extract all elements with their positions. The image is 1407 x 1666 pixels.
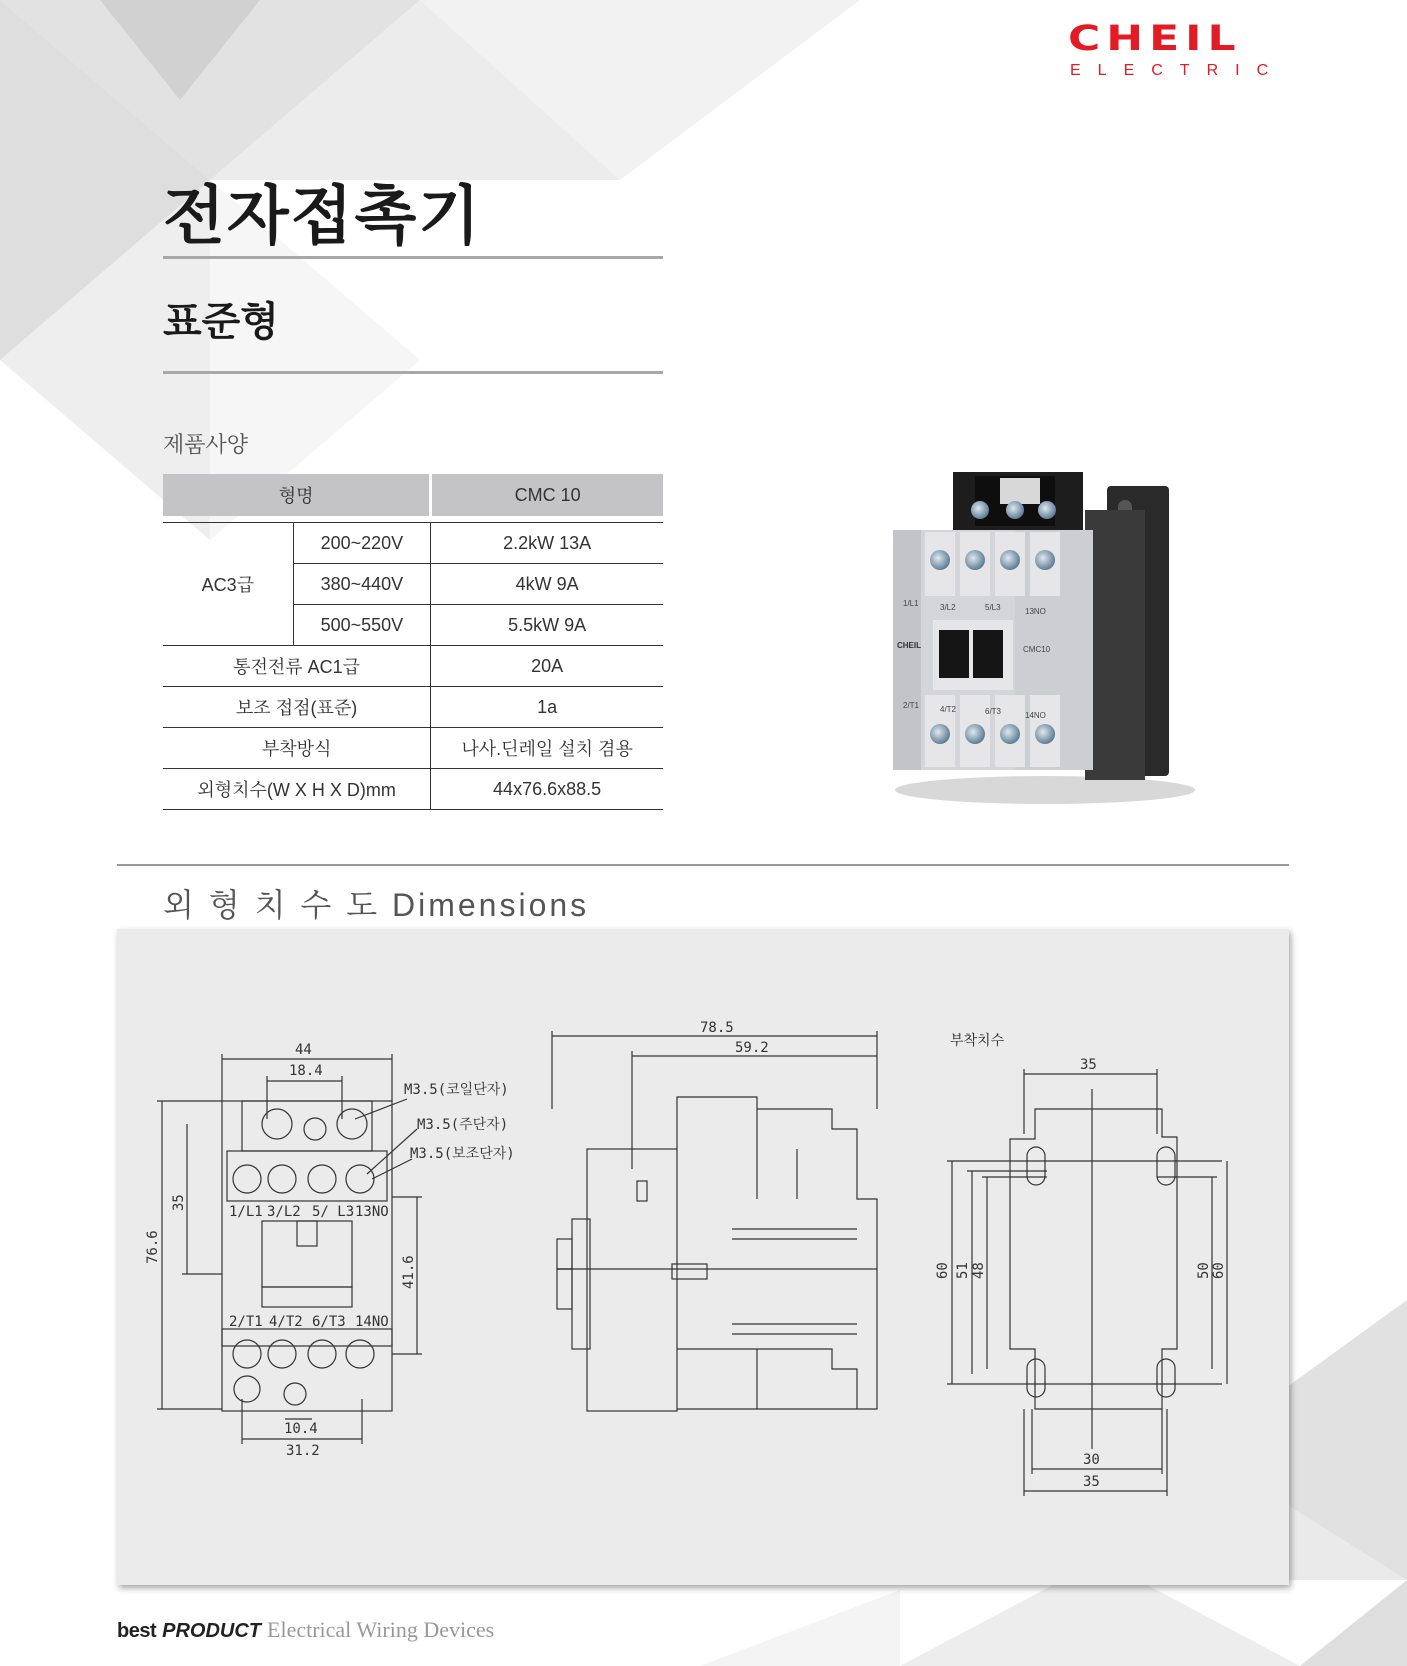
front-label-bottom-1: 2/T1 [229,1314,263,1330]
front-label-bottom-4: 14NO [355,1314,389,1330]
ac3-voltage: 200~220V [293,523,431,564]
callout-aux: M3.5(보조단자) [410,1146,515,1162]
front-label-top-3: 5/ L3 [312,1204,355,1220]
spec-row-label: 외형치수(W X H X D)mm [163,769,431,810]
front-label-bottom-2: 4/T2 [269,1314,303,1330]
table-row [163,728,663,769]
dim-mount-right-inner: 50 [1196,1262,1212,1279]
subtitle-rule [163,371,663,374]
ac3-label: AC3급 [163,523,293,646]
dimension-drawing [117,929,1289,1585]
dim-front-bottom-inner: 10.4 [284,1421,318,1437]
dimensions-title: 외 형 치 수 도 Dimensions [163,887,590,923]
table-row [163,769,663,810]
ac3-voltage: 500~550V [293,605,431,646]
callout-coil: M3.5(코일단자) [404,1082,509,1098]
front-label-top-1: 1/L1 [229,1204,263,1220]
ac3-value: 4kW 9A [431,564,663,605]
photo-label-top-1: 1/L1 [903,599,919,608]
ac3-voltage: 380~440V [293,564,431,605]
spec-row-value: 1a [431,687,663,728]
brand-logo [1068,18,1288,82]
page-subtitle: 표준형 [163,299,279,345]
front-label-top-2: 3/L2 [267,1204,301,1220]
dim-front-bottom-outer: 31.2 [286,1443,320,1459]
spec-label: 제품사양 [163,432,249,457]
table-row [163,646,663,687]
front-view [157,1054,422,1444]
dim-mount-right-outer: 60 [1211,1262,1227,1279]
table-row [163,523,663,564]
photo-label-top-2: 3/L2 [940,603,956,612]
photo-label-bottom-4: 14NO [1025,711,1046,720]
spec-header-col2: CMC 10 [431,474,663,516]
dim-front-mid: 35 [171,1194,187,1211]
photo-label-bottom-1: 2/T1 [903,701,920,710]
brand-sub: ELECTRIC [1070,62,1286,79]
spec-row-label: 부착방식 [163,728,431,769]
photo-label-bottom-3: 6/T3 [985,707,1002,716]
dim-mount-left-inner: 48 [971,1262,987,1279]
dim-front-inner: 18.4 [289,1063,323,1079]
photo-model: CMC10 [1023,645,1051,654]
dim-mount-top: 35 [1080,1057,1097,1073]
dim-mount-left-mid: 51 [955,1262,971,1279]
dim-side-inner: 59.2 [735,1040,769,1056]
photo-label-top-4: 13NO [1025,607,1046,616]
footer [117,1617,494,1643]
dim-front-height: 76.6 [145,1230,161,1264]
photo-label-bottom-2: 4/T2 [940,705,957,714]
brand-name: CHEIL [1068,18,1242,59]
spec-header-row [163,474,663,516]
table-row [163,687,663,728]
ac3-value: 5.5kW 9A [431,605,663,646]
mount-title: 부착치수 [950,1033,1005,1049]
dim-mount-bottom-outer: 35 [1083,1474,1100,1490]
dim-side-depth: 78.5 [700,1020,734,1036]
footer-product: PRODUCT [162,1620,262,1642]
photo-brand-mark: CHEIL [897,641,921,650]
front-label-top-4: 13NO [355,1204,389,1220]
front-label-bottom-3: 6/T3 [312,1314,346,1330]
title-rule [163,256,663,259]
callout-main: M3.5(주단자) [417,1117,509,1133]
spec-row-value: 20A [431,646,663,687]
spec-header-col1: 형명 [163,474,431,516]
page-title: 전자접촉기 [163,180,483,254]
footer-best: best [117,1620,157,1642]
spec-table [163,474,663,810]
dim-front-side: 41.6 [401,1255,417,1289]
dim-mount-left-outer: 60 [935,1262,951,1279]
mount-view [947,1069,1227,1496]
spec-row-value: 나사.딘레일 설치 겸용 [431,728,663,769]
ac3-value: 2.2kW 13A [431,523,663,564]
dim-mount-bottom-inner: 30 [1083,1452,1100,1468]
side-view [552,1031,877,1411]
product-photo [875,470,1215,810]
section-divider [117,864,1289,866]
footer-tagline: Electrical Wiring Devices [267,1617,495,1642]
photo-label-top-3: 5/L3 [985,603,1001,612]
spec-row-value: 44x76.6x88.5 [431,769,663,810]
spec-row-label: 통전전류 AC1급 [163,646,431,687]
dimensions-panel [117,929,1289,1585]
dim-front-width: 44 [295,1042,312,1058]
spec-row-label: 보조 접점(표준) [163,687,431,728]
